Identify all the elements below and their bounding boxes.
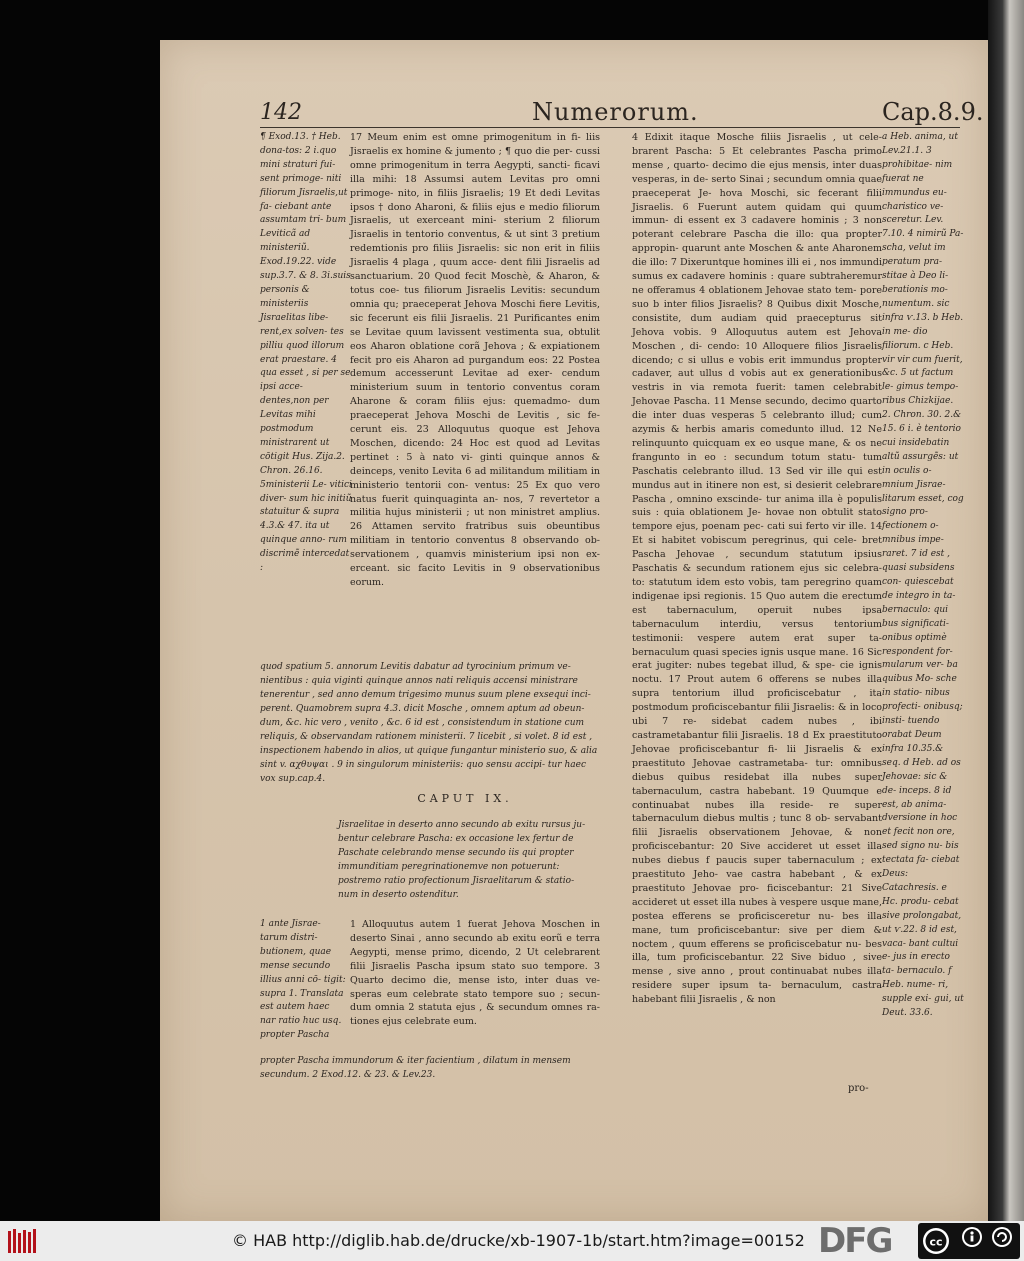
left-margin-notes: ¶ Exod.13. † Heb. dona-tos: 2 i.quo mini straturi fui- sent primoge- niti filiorum Jisraelis,ut fa- ciebant ante assumtam tri- bum Leviticã ad ministeriũ. Exod.19.22. vide sup.3.7. & 8. 3i.suis personis & ministeriis Jisraelitas libe- rent,ex solven- tes pilliu quod illorum erat praestare. 4 qua esset , si per se ipsi acce- dentes,non per Levitas mihi postmodum ministrarent ut cōtigit Hus. Zija.2. Chron. 26.16. 5ministerii Le- vitici diver- sum hic initiũ statuitur & supra 4.3.& 47. ita ut quinque anno- rum discrimẽ intercedat : xyxy=(260,132,352,574)
left-footnote: quod spatium 5. annorum Levitis dabatur ad tyrocinium primum ve- nientibus : quia viginti quinque annos nati reliquis accensi ministrare tenerentur , sed anno demum trigesimo munus suum plene exsequi inci- perent. Quamobrem supra 4.3. dicit Mosche , omnem aptum ad obeun- dum, &c. hic vero , venito , &c. 6 id est , consistendum in statione cum reliquis, & observandam rationem ministerii. 7 licebit , si volet. 8 id est , inspectionem habendo in alios, ut quique fungantur ministerio suo, & alia sint v. αχθυψαι . 9 in singulorum ministeriis: quo sensu accipi- tur haec vox sup.cap.4. xyxy=(260,662,598,784)
running-title: Numerorum. xyxy=(532,98,699,126)
right-text-column: 4 Edixit itaque Mosche filiis Jisraelis , ut cele- brarent Pascha: 5 Et celebrantes Pascha primo mense , quarto- decimo die ejus mensis, inter duas vesperas, in de- serto Sinai ; secundum omnia quae praeceperat Je- hova Moschi, sic fecerant filii Jisraelis. 6 Fuerunt autem quidam qui quum immun- di essent ex 3 cadavere hominis ; 3 non poterant celebrare Pascha die illo: qua propter appropin- quarunt ante Moschen & ante Aharonem die illo: 7 Dixeruntque homines illi ei , nos immundi sumus ex cadavere hominis : quare subtraheremur ne offeramus 4 oblationem Jehovae stato tem- pore suo b inter filios Jisraelis? 8 Quibus dixit Mosche, consistite, dum audiam quid praecepturus sit Jehova vobis. 9 Alloquutus autem est Jehova Moschen , di- cendo: 10 Alloquere filios Jisraelis dicendo; c si ullus e vobis erit immundus propter cadaver, aut ullus d vobis aut ex generationibus vestris in via remota fuerit: tamen celebrabit Jehovae Pascha. 11 Mense secundo, decimo quarto die inter duas vesperas 5 celebranto illud; cum azymis & herbis amaris comedunto illud. 12 Ne relinquunto quicquam ex eo usque mane, & os ne frangunto in eo : secundum totum statu- tum Paschatis celebranto illud. 13 Sed vir ille qui est mundus aut in itinere non est, si desierit celebrare Pascha , omnino exscinde- tur anima illa è populis suis : quia oblationem Je- hovae non obtulit stato tempore ejus, poenam pec- cati sui ferto vir ille. 14 Et si habitet vobiscum peregrinus, qui cele- bret Pascha Jehovae , secundum statutum ipsius Paschatis & secundum rationem ejus sic celebra- to: statutum idem esto vobis, tam peregrino quam indigenae ipsi regionis. 15 Quo autem die erectum est tabernaculum, operuit nubes ipsa tabernaculum interdiu, versus tentorium testimonii: vespere autem erat super ta- bernaculum quasi species ignis usque mane. 16 Sic erat jugiter: nubes tegebat illud, & spe- cie ignis noctu. 17 Prout autem 6 offerens se nubes illa supra tentorium illud proficiscebatur , ita postmodum proficiscebantur filii Jisraelis: & in loco ubi 7 re- sidebat cadem nubes , ibi castrametabantur filii Jisraelis. 18 d Ex praestituto Jehovae proficiscebantur fi- lii Jisraelis & ex praestituto Jehovae castrametaba- tur: omnibus diebus quibus residebat illa nubes super tabernaculum, castra habebant. 19 Quumque e continuabat nubes illa reside- re super tabernaculum diebus multis ; tunc 8 ob- servabant filii Jisraelis observationem Jehovae, & non proficiscebantur: 20 Sive accideret ut esset illa nubes diebus f paucis super tabernaculum ; ex praestituto Jeho- vae castra habebant , & ex praestituto Jehovae pro- ficiscebantur: 21 Sive accideret ut esset illa nubes à vespere usque mane, postea efferens se proficisceretur nu- bes illa mane, tum proficiscebantur: sive per diem & noctem , quum efferens se proficiscebatur nu- bes illa, tum proficiscebantur. 22 Sive biduo , sive mense , sive anno , prout continuabat nubes illa residere super ipsum ta- bernaculum, castra habebant filii Jisraelis , & non xyxy=(632,132,882,1006)
svg-text:cc: cc xyxy=(929,1235,943,1249)
page-number: 142 xyxy=(260,100,302,125)
left-text-column: 17 Meum enim est omne primogenitum in fi- liis Jisraelis ex homine & jumento ; ¶ quo die per- cussi omne primogenitum in terra Aegypti, sancti- ficavi illa mihi: 18 Assumsi autem Levitas pro omni primoge- nito, in filiis Jisraelis; 19 Et dedi Levitas ipsos † dono Aharoni, & filiis ejus e medio filiorum Jisraelis, ut exerceant mini- sterium 2 filiorum Jisraelis in tentorio conventus, & ut sint 3 pretium redemtionis pro filiis Jisraelis: sic non erit in filiis Jisraelis 4 plaga , quum acce- dent filii Jisraelis ad sanctuarium. 20 Quod fecit Moschè, & Aharon, & totus coe- tus filiorum Jisraelis Levitis: secundum omnia qu; praeceperat Jehova Moschi fiere Levitis, sic fecerunt eis filii Jisraelis. 21 Purificantes enim se Levitae quum lavissent vestimenta sua, obtulit eos Aharon oblatione corã Jehova ; & expiationem fecit pro eis Aharon ad purgandum eos: 22 Postea demum accesserunt Levitae ad exer- cendum ministerium suum in tentorio conventus coram Aharone & coram filiis ejus: quemadmo- dum praeceperat Jehova Moschi de Levitis , sic fe- cerunt eis. 23 Alloquutus quoque est Jehova Moschen, dicendo: 24 Hoc est quod ad Levitas pertinet : 5 à nato vi- ginti quinque annos & deinceps, venito Levita 6 ad militandum militiam in ministerio tentorii con- ventus: 25 Ex quo vero natus fuerit quinquaginta an- nos, 7 revertetor a militia hujus ministerii ; ut non ministret amplius. 26 Attamen servito fratribus suis obeuntibus militiam in tentorio conventus 8 observando ob- servationem , quamvis ministerium ipsi non ex- erceant. sic facito Levitis in 9 observationibus eorum. xyxy=(350,132,600,588)
chapter-argument: Jisraelitae in deserto anno secundo ab exitu rursus ju- bentur celebrare Pascha: ex occasione lex fertur de Paschate celebrando mense secundo iis qui propter immunditiam peregrinationemve non potuerunt: postremo ratio profectionum Jisraelitarum & statio- num in deserto ostenditur. xyxy=(338,820,586,900)
header-rule xyxy=(260,127,960,128)
catchword: pro- xyxy=(848,1083,869,1094)
cc-by-sa-license-icon[interactable] xyxy=(918,1223,1020,1259)
right-margin-notes: a Heb. anima, ut Lev.21.1. 3 prohibitae- nim fuerat ne immundus eu- charistico ve- sceretur. Lev. 7.10. 4 nimirũ Pa- scha, velut im peratum pra- stitae à Deo li- berationis mo- numentum. sic infra ѵ.13. b Heb. in me- dio filiorum. c Heb. vir vir cum fuerit, &c. 5 ut factum le- gimus tempo- ribus Chizkijae. 2. Chron. 30. 2.& 15. 6 i. è tentorio cui insidebatin altũ assurgẽs: ut in oculis o- mnium Jisrae- litarum esset, cog signo pro- fectionem o- mnibus impe- raret. 7 id est , quasi subsidens con- quiescebat de integro in ta- bernaculo: qui bus significati- onibus optimè respondent for- mularum ver- ba quibus Mo- sche in statio- nibus profecti- onibusq; insti- tuendo orabat Deum infra 10.35.& seq. d Heb. ad os Jehovae: sic & de- inceps. 8 id est, ab anima- dversione in hoc et fecit non ore, sed signo nu- bis tectata fa- ciebat Deus: Catachresis. e Hc. produ- cebat sive prolongabat, ut ѵ.22. 8 id est, vaca- bant cultui e- jus in erecto ta- bernaculo. f Heb. nume- ri, supple exi- gui, ut Deut. 33.6. xyxy=(882,132,964,1019)
left-text-column-2: 1 Alloquutus autem 1 fuerat Jehova Moschen in deserto Sinai , anno secundo ab exitu eorũ e terra Aegypti, mense primo, dicendo, 2 Ut celebrarent filii Jisraelis Pascha ipsum stato suo tempore. 3 Quarto decimo die, mense isto, inter duas ve- speras eum celebrate stato tempore suo ; secun- dum omnia 2 statuta ejus , & secundum omnes ra- tiones ejus celebrate eum. xyxy=(350,919,600,1028)
chapter-heading: CAPUT IX. xyxy=(417,792,513,805)
next-page-edge xyxy=(988,0,1024,1221)
chapter-reference: Cap.8.9. xyxy=(882,98,984,126)
footer-bar xyxy=(0,1221,1024,1261)
hab-logo-icon xyxy=(6,1227,40,1255)
left-margin-notes-2: 1 ante Jisrae- tarum distri- butionem, quae mense secundo illius anni cō- tigit: supra 1. Translata est autem haec nar ratio huc usq. propter Pascha xyxy=(260,919,346,1041)
scanned-page xyxy=(160,40,988,1221)
bottom-footnote: propter Pascha immundorum & iter facientium , dilatum in mensem secundum. 2 Exod.12. & 23. & Lev.23. xyxy=(260,1056,571,1080)
dfg-logo: DFG xyxy=(818,1221,892,1261)
source-link[interactable]: © HAB http://diglib.hab.de/drucke/xb-1907-1b/start.htm?image=00152 xyxy=(232,1231,805,1250)
